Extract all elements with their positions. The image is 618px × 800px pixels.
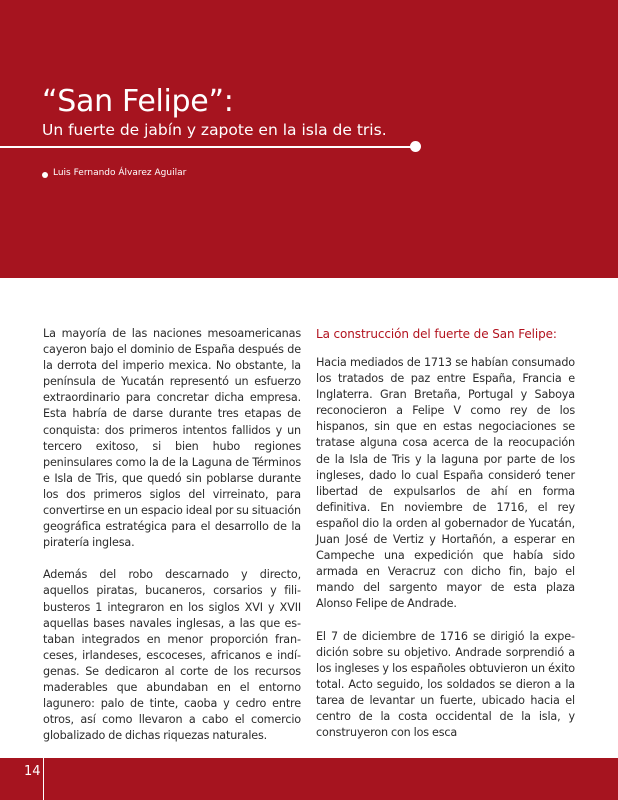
body-paragraph: La mayoría de las naciones mesoamericanas cayeron bajo el dominio de España después de la derrota del imperio mexica. No obstante, la península de Yucatán representó un esfuerzo extraordinario para concretar dicha empresa. Esta habría de darse durante tres etapas de conquista: dos primeros intentos fallidos y un tercero exitoso, si bien hubo regiones peninsulares como la de la Laguna de Términos e Isla de Tris, que quedó sin poblarse durante los dos primeros siglos del virreinato, para convertirse en un espacio ideal por su situación geográfica estratégica para el desarrollo de la piratería inglesa. (43, 327, 301, 550)
body-paragraph: El 7 de diciembre de 1716 se dirigió la expedición sobre su objetivo. Andrade sorprendió a los ingleses y los españoles obtuvieron un éxito total. Acto seguido, los soldados se dieron a la tarea de levantar un fuerte, ubicado hacia el centro de la costa occidental de la isla, y construyeron con los esca (316, 629, 575, 740)
section-heading: La construcción del fuerte de San Felipe: (316, 327, 557, 341)
body-paragraph: Además del robo descarnado y directo, aquellos piratas, bucaneros, corsarios y filibusteros 1 integraron en los siglos XVI y XVII aquellas bases navales inglesas, a las que estaban integrados en menor proporción franceses, irlandeses, escoceses, africanos e indígenas. Se dedicaron al corte de los recursos maderables que abundaban en el entorno lagunero: palo de tinte, caoba y cedro entre otros, así como llevaron a cabo el comercio globalizado de dichas riquezas naturales. (43, 568, 301, 743)
author-name: Luis Fernando Álvarez Aguilar (53, 168, 187, 178)
header-banner (0, 0, 618, 278)
article-subtitle: Un fuerte de jabín y zapote en la isla de tris. (42, 121, 387, 139)
bullet-icon (42, 172, 48, 178)
right-column (316, 326, 575, 757)
body-paragraph: Hacia mediados de 1713 se habían consumado los tratados de paz entre España, Francia e Inglaterra. Gran Bretaña, Portugal y Saboya reconocieron a Felipe V como rey de los hispanos, sin que en estas negociaciones se tratase alguna cosa acerca de la reocupación de la Isla de Tris y la laguna por parte de los ingleses, dado lo cual España consideró tener libertad de expulsarlos de ahí en forma definitiva. En noviembre de 1716, el rey español dio la orden al gobernador de Yucatán, Juan José de Vertiz y Hortañón, a esperar en Campeche una expedición que había sido armada en Veracruz con dicho fin, bajo el mando del sargento mayor de esta plaza Alonso Felipe de Andrade. (316, 356, 575, 611)
footer-bar (0, 758, 618, 800)
left-column (43, 326, 301, 760)
page-number: 14 (24, 764, 41, 779)
footer-divider (43, 757, 44, 800)
article-title: “San Felipe”: (42, 84, 234, 119)
title-rule-line (0, 146, 412, 148)
title-rule-dot (410, 141, 421, 152)
